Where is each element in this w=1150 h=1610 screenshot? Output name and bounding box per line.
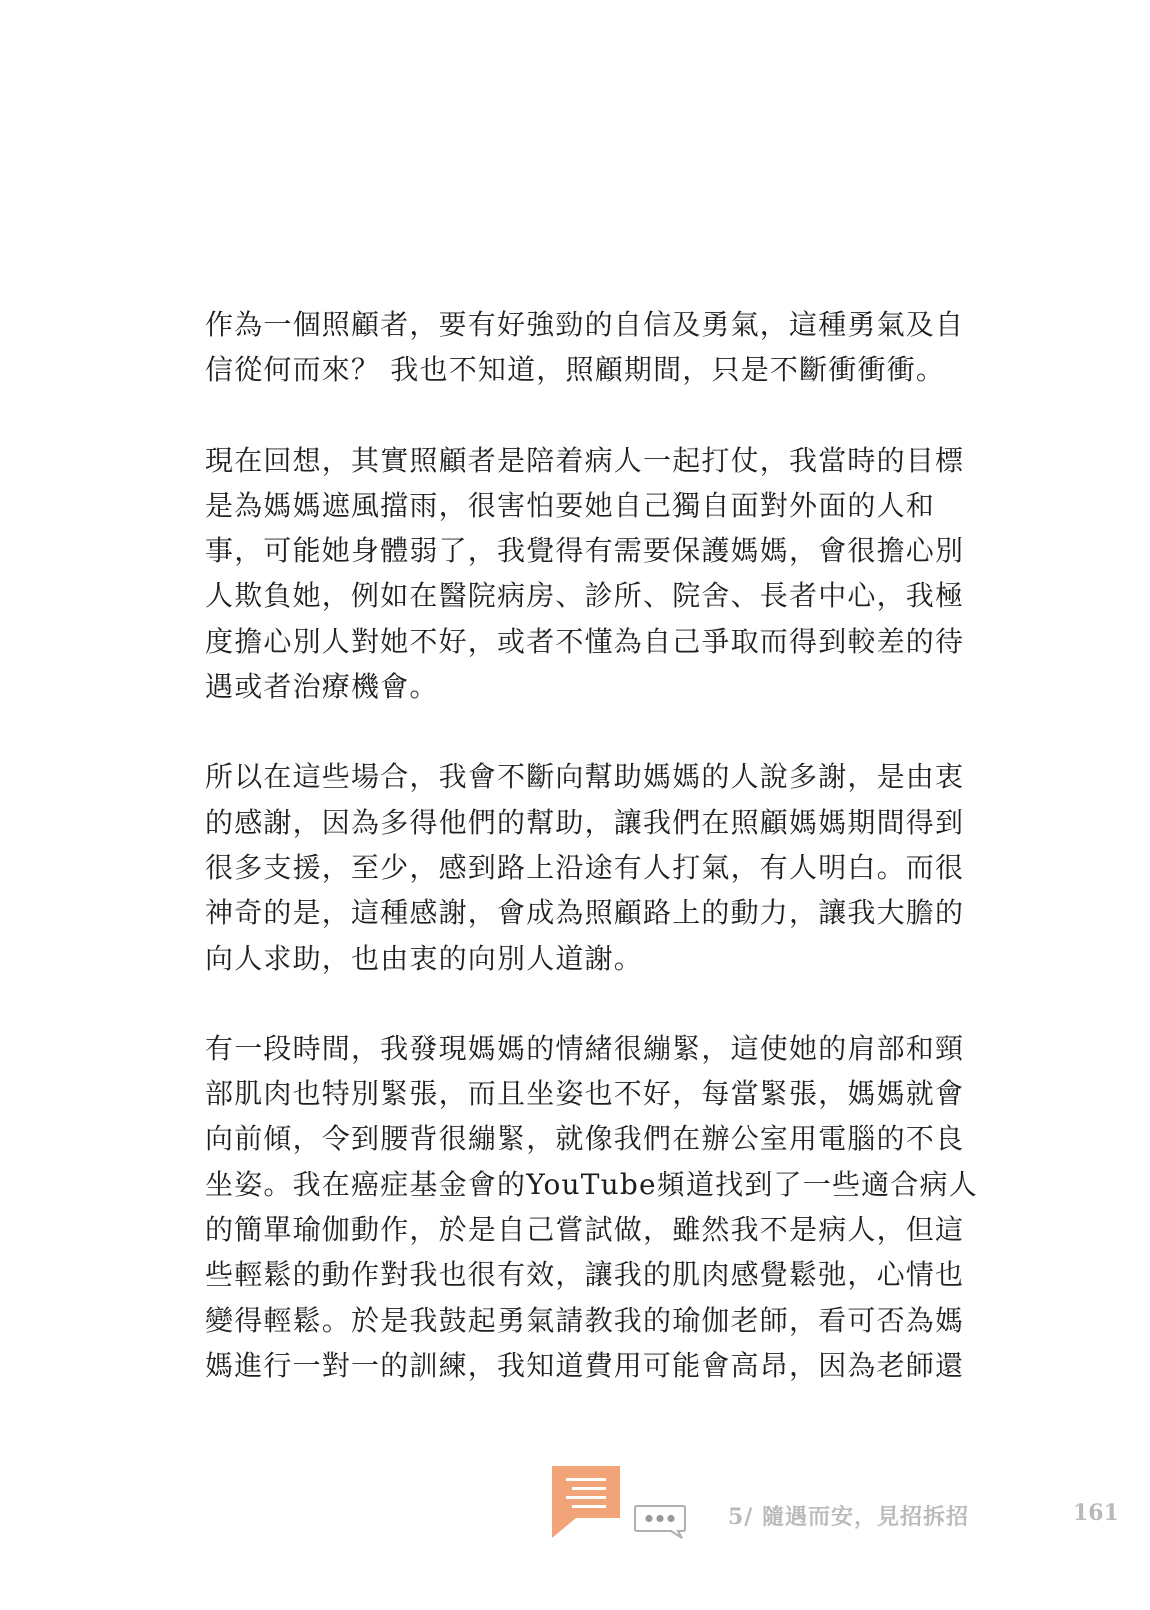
text-line: 神奇的是，這種感謝，會成為照顧路上的動力，讓我大膽的 (205, 896, 965, 930)
text-line: 事，可能她身體弱了，我覺得有需要保護媽媽，會很擔心別 (205, 534, 965, 568)
text-line: 坐姿。我在癌症基金會的YouTube頻道找到了一些適合病人 (205, 1167, 978, 1201)
paragraph-2 (205, 438, 985, 710)
text-line: 信從何而來？ 我也不知道，照顧期間，只是不斷衝衝衝。 (205, 353, 946, 387)
text-line: 些輕鬆的動作對我也很有效，讓我的肌肉感覺鬆弛，心情也 (205, 1258, 965, 1292)
text-line: 有一段時間，我發現媽媽的情緒很繃緊，這使她的肩部和頸 (205, 1031, 965, 1065)
text-line: 向人求助，也由衷的向別人道謝。 (205, 941, 644, 975)
body-text (205, 302, 985, 1433)
paragraph-4 (205, 1026, 985, 1388)
text-line: 的簡單瑜伽動作，於是自己嘗試做，雖然我不是病人，但這 (205, 1213, 965, 1247)
text-line: 人欺負她，例如在醫院病房、診所、院舍、長者中心，我極 (205, 579, 965, 613)
paragraph-3 (205, 754, 985, 980)
text-line: 向前傾，令到腰背很繃緊，就像我們在辦公室用電腦的不良 (205, 1122, 965, 1156)
text-line: 度擔心別人對她不好，或者不懂為自己爭取而得到較差的待 (205, 624, 965, 658)
text-line: 媽進行一對一的訓練，我知道費用可能會高昂，因為老師還 (205, 1348, 965, 1382)
text-line: 部肌肉也特別緊張，而且坐姿也不好，每當緊張，媽媽就會 (205, 1077, 965, 1111)
grey-ellipsis-bubble-icon (634, 1505, 686, 1539)
paragraph-1 (205, 302, 985, 393)
text-line: 是為媽媽遮風擋雨，很害怕要她自己獨自面對外面的人和 (205, 488, 936, 522)
section-title: 5/ 隨遇而安，見招拆招 (728, 1504, 970, 1530)
orange-speech-bubble-icon (552, 1466, 620, 1518)
text-line: 的感謝，因為多得他們的幫助，讓我們在照顧媽媽期間得到 (205, 805, 965, 839)
text-line: 遇或者治療機會。 (205, 670, 439, 704)
text-line: 變得輕鬆。於是我鼓起勇氣請教我的瑜伽老師，看可否為媽 (205, 1303, 965, 1337)
text-line: 作為一個照顧者，要有好強勁的自信及勇氣，這種勇氣及自 (205, 308, 965, 341)
page-number: 161 (1073, 1500, 1119, 1526)
text-line: 現在回想，其實照顧者是陪着病人一起打仗，我當時的目標 (205, 443, 965, 477)
text-line: 所以在這些場合，我會不斷向幫助媽媽的人說多謝，是由衷 (205, 760, 965, 794)
text-line: 很多支援，至少，感到路上沿途有人打氣，有人明白。而很 (205, 850, 965, 884)
